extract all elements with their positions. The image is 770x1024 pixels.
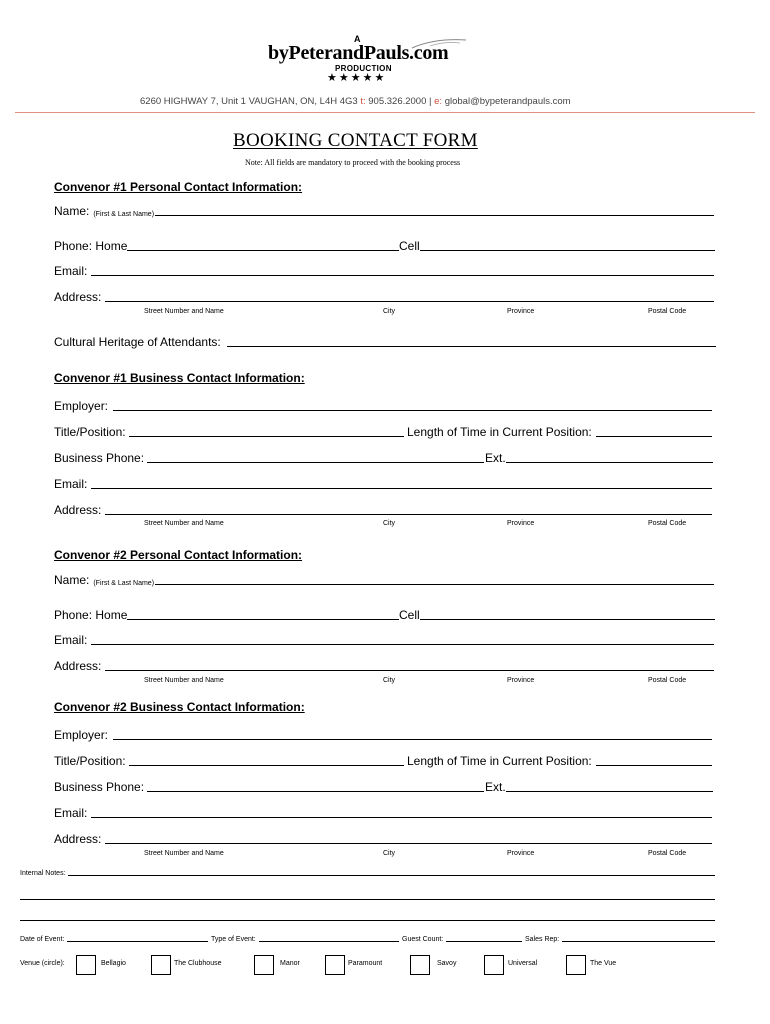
- employer-label: Employer:: [54, 399, 109, 413]
- c1-title-input[interactable]: [129, 435, 404, 437]
- postal-sublabel: Postal Code: [648, 850, 687, 857]
- logo-swoosh-icon: [410, 36, 470, 52]
- city-sublabel: City: [383, 308, 396, 315]
- venue-checkbox-savoy[interactable]: [410, 955, 430, 975]
- c1-business-phone-input[interactable]: [147, 461, 484, 463]
- c1-employer-input[interactable]: [113, 409, 712, 411]
- c2-name-input[interactable]: [155, 583, 714, 585]
- province-sublabel: Province: [507, 850, 535, 857]
- address-label: Address:: [54, 290, 102, 304]
- venue-label-savoy: Savoy: [437, 960, 457, 967]
- c1-address-input[interactable]: [105, 300, 714, 302]
- c2-phone-home-input[interactable]: [127, 618, 399, 620]
- email-label: Email:: [54, 477, 88, 491]
- ext-label: Ext.: [485, 451, 506, 465]
- cultural-label: Cultural Heritage of Attendants:: [54, 335, 221, 349]
- c2-employer-field[interactable]: [54, 728, 712, 742]
- province-sublabel: Province: [507, 677, 535, 684]
- company-email: global@bypeterandpauls.com: [444, 96, 571, 107]
- street-sublabel: Street Number and Name: [144, 520, 224, 527]
- venue-label-bellagio: Bellagio: [101, 960, 126, 967]
- convenor1-business-heading: Convenor #1 Business Contact Information:: [54, 371, 305, 385]
- c2-cell-field[interactable]: [399, 608, 715, 622]
- c1-business-phone-field[interactable]: [54, 451, 484, 465]
- c1-name-input[interactable]: [155, 214, 714, 216]
- logo-stars-icon: ★★★★★: [327, 72, 387, 84]
- postal-sublabel: Postal Code: [648, 677, 687, 684]
- date-of-event-field[interactable]: [20, 936, 208, 943]
- convenor1-personal-heading: Convenor #1 Personal Contact Information:: [54, 180, 303, 194]
- ext-label: Ext.: [485, 780, 506, 794]
- address-label: Address:: [54, 503, 102, 517]
- c1-title-field[interactable]: [54, 425, 404, 439]
- email-prefix: e:: [434, 96, 443, 107]
- venue-checkbox-paramount[interactable]: [325, 955, 345, 975]
- company-phone: 905.326.2000: [368, 96, 427, 107]
- type-input[interactable]: [259, 940, 399, 942]
- address-label: Address:: [54, 659, 102, 673]
- c1-business-address-input[interactable]: [105, 513, 712, 515]
- logo-brand: byPeterandPauls.com: [268, 42, 449, 64]
- separator: |: [429, 96, 432, 107]
- c2-business-email-input[interactable]: [91, 816, 712, 818]
- c1-business-address-field[interactable]: [54, 503, 712, 517]
- postal-sublabel: Postal Code: [648, 520, 687, 527]
- cell-label: Cell: [399, 608, 420, 622]
- company-address-line: [140, 96, 571, 107]
- c1-cultural-field[interactable]: [54, 335, 716, 349]
- postal-sublabel: Postal Code: [648, 308, 687, 315]
- convenor2-personal-heading: Convenor #2 Personal Contact Information:: [54, 548, 303, 562]
- email-label: Email:: [54, 633, 88, 647]
- form-title: BOOKING CONTACT FORM: [233, 130, 478, 151]
- c2-business-phone-field[interactable]: [54, 780, 484, 794]
- venue-checkbox-bellagio[interactable]: [76, 955, 96, 975]
- c1-cell-field[interactable]: [399, 239, 715, 253]
- email-label: Email:: [54, 264, 88, 278]
- venue-checkbox-the-clubhouse[interactable]: [151, 955, 171, 975]
- c1-ext-input[interactable]: [506, 461, 713, 463]
- name-hint: (First & Last Name): [93, 211, 155, 218]
- title-label: Title/Position:: [54, 425, 126, 439]
- date-label: Date of Event:: [20, 936, 65, 943]
- venue-label-paramount: Paramount: [348, 960, 383, 967]
- c1-email-field[interactable]: [54, 264, 714, 278]
- name-hint: (First & Last Name): [93, 580, 155, 587]
- c2-length-input[interactable]: [596, 764, 712, 766]
- c1-employer-field[interactable]: [54, 399, 712, 413]
- logo-production: PRODUCTION: [335, 64, 392, 73]
- company-address: 6260 HIGHWAY 7, Unit 1 VAUGHAN, ON, L4H 4G3: [140, 96, 358, 107]
- email-label: Email:: [54, 806, 88, 820]
- venue-label-universal: Universal: [508, 960, 538, 967]
- c2-email-field[interactable]: [54, 633, 714, 647]
- phone-home-label: Phone: Home: [54, 239, 128, 253]
- venue-label-manor: Manor: [280, 960, 300, 967]
- venue-label-the-vue: The Vue: [590, 960, 617, 967]
- c2-email-input[interactable]: [91, 643, 714, 645]
- venue-checkbox-the-vue[interactable]: [566, 955, 586, 975]
- c2-name-field[interactable]: [54, 573, 714, 587]
- street-sublabel: Street Number and Name: [144, 677, 224, 684]
- c2-business-phone-input[interactable]: [147, 790, 484, 792]
- business-phone-label: Business Phone:: [54, 780, 145, 794]
- street-sublabel: Street Number and Name: [144, 308, 224, 315]
- c1-email-input[interactable]: [91, 274, 714, 276]
- street-sublabel: Street Number and Name: [144, 850, 224, 857]
- c1-phone-home-field[interactable]: [54, 239, 399, 253]
- internal-notes-line-2[interactable]: [20, 899, 715, 900]
- c2-ext-field[interactable]: [485, 780, 713, 794]
- c1-length-input[interactable]: [596, 435, 712, 437]
- sales-input[interactable]: [562, 940, 715, 942]
- cell-label: Cell: [399, 239, 420, 253]
- c1-ext-field[interactable]: [485, 451, 713, 465]
- business-phone-label: Business Phone:: [54, 451, 145, 465]
- header-divider: [15, 112, 755, 113]
- sales-rep-field[interactable]: [525, 936, 715, 943]
- internal-notes-input[interactable]: [68, 874, 715, 876]
- guest-input[interactable]: [446, 940, 522, 942]
- venue-label: Venue (circle):: [20, 960, 65, 967]
- employer-label: Employer:: [54, 728, 109, 742]
- type-of-event-field[interactable]: [211, 936, 399, 943]
- venue-checkbox-universal[interactable]: [484, 955, 504, 975]
- c1-address-field[interactable]: [54, 290, 714, 304]
- title-label: Title/Position:: [54, 754, 126, 768]
- city-sublabel: City: [383, 850, 396, 857]
- address-label: Address:: [54, 832, 102, 846]
- form-note: Note: All fields are mandatory to proceed with the booking process: [245, 158, 461, 167]
- name-label: Name:: [54, 573, 90, 587]
- venue-checkbox-manor[interactable]: [254, 955, 274, 975]
- venue-label-the-clubhouse: The Clubhouse: [174, 960, 222, 967]
- length-label: Length of Time in Current Position:: [407, 754, 592, 768]
- guest-count-field[interactable]: [402, 936, 522, 943]
- guest-label: Guest Count:: [402, 936, 444, 943]
- c2-cell-input[interactable]: [420, 618, 715, 620]
- c2-address-input[interactable]: [105, 669, 714, 671]
- city-sublabel: City: [383, 677, 396, 684]
- name-label: Name:: [54, 204, 90, 218]
- c1-business-email-field[interactable]: [54, 477, 712, 491]
- date-input[interactable]: [67, 940, 208, 942]
- c2-business-address-field[interactable]: [54, 832, 712, 846]
- c1-phone-home-input[interactable]: [127, 249, 399, 251]
- c2-ext-input[interactable]: [506, 790, 713, 792]
- c1-business-email-input[interactable]: [91, 487, 712, 489]
- logo-a: A: [354, 34, 361, 44]
- phone-prefix: t:: [360, 96, 366, 107]
- c2-business-email-field[interactable]: [54, 806, 712, 820]
- internal-notes-field[interactable]: [20, 870, 715, 877]
- province-sublabel: Province: [507, 520, 535, 527]
- c1-length-field[interactable]: [407, 425, 712, 439]
- convenor2-business-heading: Convenor #2 Business Contact Information:: [54, 700, 305, 714]
- c2-length-field[interactable]: [407, 754, 712, 768]
- c2-employer-input[interactable]: [113, 738, 712, 740]
- phone-home-label: Phone: Home: [54, 608, 128, 622]
- c1-cultural-input[interactable]: [227, 345, 716, 347]
- c2-address-field[interactable]: [54, 659, 714, 673]
- c2-title-input[interactable]: [129, 764, 404, 766]
- city-sublabel: City: [383, 520, 396, 527]
- c2-phone-home-field[interactable]: [54, 608, 399, 622]
- internal-notes-line-3[interactable]: [20, 920, 715, 921]
- type-label: Type of Event:: [211, 936, 256, 943]
- c1-cell-input[interactable]: [420, 249, 715, 251]
- length-label: Length of Time in Current Position:: [407, 425, 592, 439]
- province-sublabel: Province: [507, 308, 535, 315]
- sales-label: Sales Rep:: [525, 936, 560, 943]
- c2-title-field[interactable]: [54, 754, 404, 768]
- c2-business-address-input[interactable]: [105, 842, 712, 844]
- c1-name-field[interactable]: [54, 204, 714, 218]
- internal-notes-label: Internal Notes:: [20, 870, 66, 877]
